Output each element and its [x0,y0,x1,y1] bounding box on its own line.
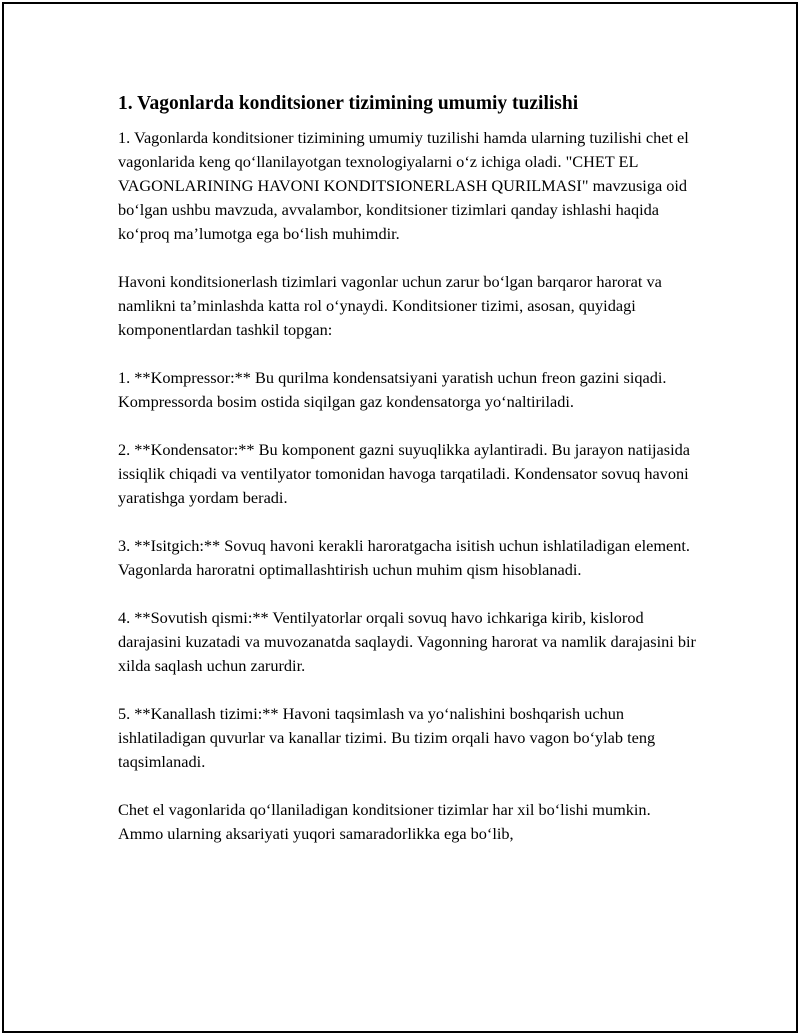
paragraph-intro: 1. Vagonlarda konditsioner tizimining umumiy tuzilishi hamda ularning tuzilishi chet el vagonlarida keng qo‘llanilayotgan texnologiyalarni o‘z ichiga oladi. "CHET EL VAGONLARINING HAVONI KONDITSIONERLASH QURILMASI" mavzusiga oid bo‘lgan ushbu mavzuda, avvalambor, konditsioner tizimlari qanday ishlashi haqida ko‘proq ma’lumotga ega bo‘lish muhimdir. [118,128,689,243]
paragraph-heater: 3. **Isitgich:** Sovuq havoni kerakli haroratgacha isitish uchun ishlatiladigan element. Vagonlarda haroratni optimallashtirish uchun muhim qism hisoblanadi. [118,536,690,579]
paragraph-condenser: 2. **Kondensator:** Bu komponent gazni suyuqlikka aylantiradi. Bu jarayon natijasida issiqlik chiqadi va ventilyator tomonidan havoga tarqatiladi. Kondensator sovuq havoni yaratishga yordam beradi. [118,440,690,507]
paragraph-conclusion: Chet el vagonlarida qo‘llaniladigan konditsioner tizimlar har xil bo‘lishi mumkin. Ammo ularning aksariyati yuqori samaradorlikka ega bo‘lib, [118,800,651,843]
paragraph-compressor: 1. **Kompressor:** Bu qurilma kondensatsiyani yaratish uchun freon gazini siqadi. Kompressorda bosim ostida siqilgan gaz kondensatorga yo‘naltiriladi. [118,368,667,411]
document-heading: 1. Vagonlarda konditsioner tizimining umumiy tuzilishi [118,93,579,114]
paragraph-overview: Havoni konditsionerlash tizimlari vagonlar uchun zarur bo‘lgan barqaror harorat va namlikni ta’minlashda katta rol o‘ynaydi. Konditsioner tizimi, asosan, quyidagi komponentlardan tashkil topgan: [118,272,662,339]
document-body [118,92,698,870]
paragraph-ducting: 5. **Kanallash tizimi:** Havoni taqsimlash va yo‘nalishini boshqarish uchun ishlatiladigan quvurlar va kanallar tizimi. Bu tizim orqali havo vagon bo‘ylab teng taqsimlanadi. [118,704,656,771]
paragraph-cooling: 4. **Sovutish qismi:** Ventilyatorlar orqali sovuq havo ichkariga kirib, kislorod darajasini kuzatadi va muvozanatda saqlaydi. Vagonning harorat va namlik darajasini bir xilda saqlash uchun zarurdir. [118,608,696,675]
